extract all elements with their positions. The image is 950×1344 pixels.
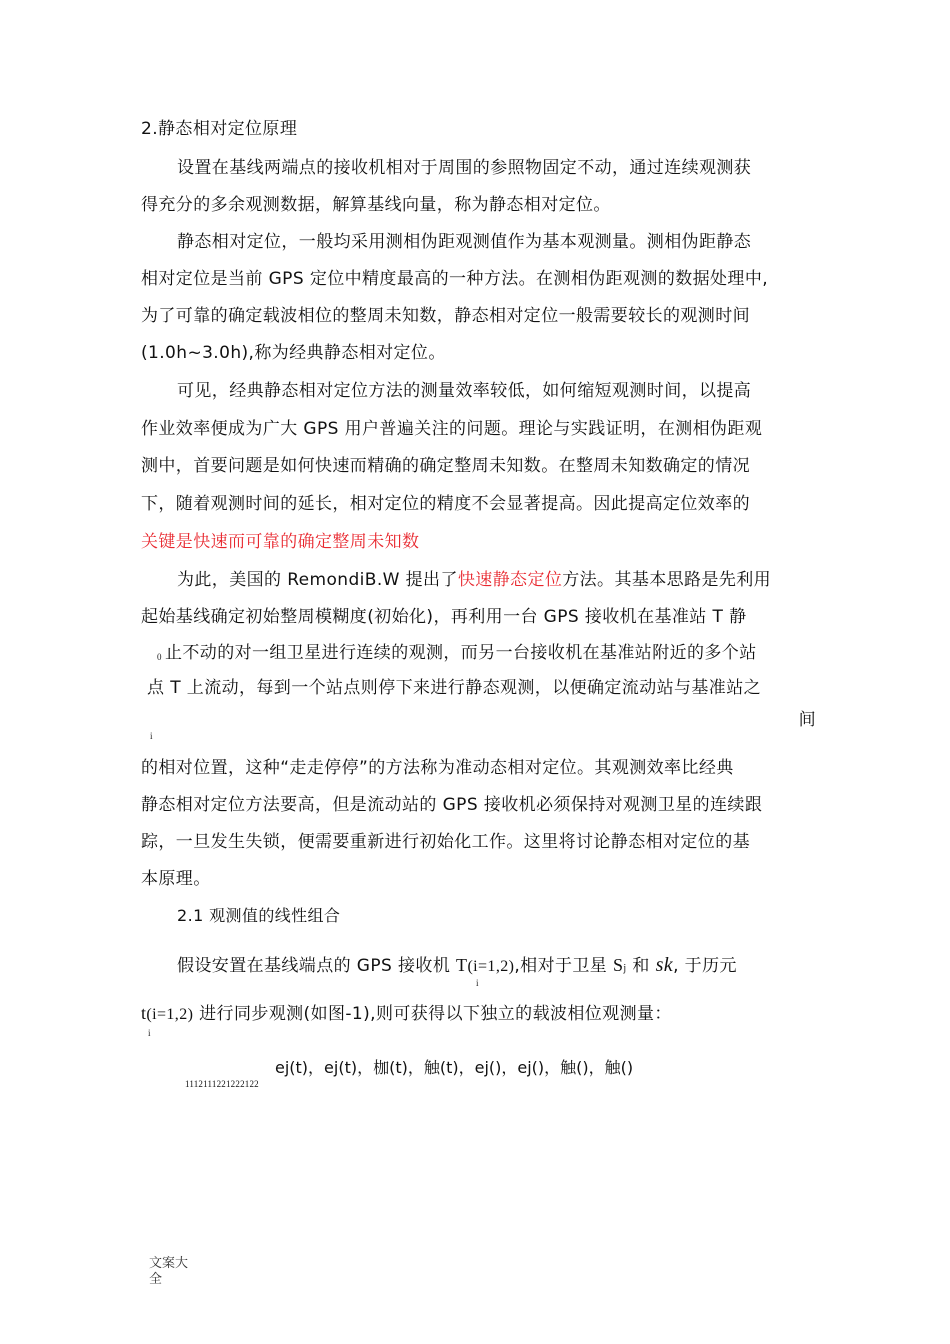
formula: ej(t)，ej(t)，枷(t)，触(t)，ej()，ej()，触()，触() bbox=[275, 1058, 634, 1077]
paragraph-line: 间 bbox=[798, 710, 816, 730]
subscript: i bbox=[150, 731, 153, 741]
paragraph-line: 本原理。 bbox=[141, 869, 211, 889]
math-symbol: t bbox=[141, 1003, 147, 1023]
paragraph-line: 作业效率便成为广大 GPS 用户普遍关注的问题。理论与实践证明，在测相伪距观 bbox=[141, 419, 763, 439]
paragraph-line bbox=[141, 1002, 821, 1026]
paragraph-line: 静态相对定位方法要高，但是流动站的 GPS 接收机必须保持对观测卫星的连续跟 bbox=[141, 795, 763, 815]
paragraph-line: 为了可靠的确定载波相位的整周未知数，静态相对定位一般需要较长的观测时间 bbox=[141, 306, 750, 326]
text-segment: 为此，美国的 RemondiB.W 提出了 bbox=[177, 570, 458, 590]
text-segment: ,相对于卫星 bbox=[514, 956, 613, 976]
paragraph-line bbox=[177, 954, 857, 980]
math-symbol: S bbox=[612, 955, 624, 975]
subscript: 0 bbox=[157, 652, 162, 662]
text-segment: , 于历元 bbox=[673, 956, 737, 976]
formula-subscripts: 1112111221222122 bbox=[185, 1079, 259, 1089]
text-segment: 方法。其基本思路是先利用 bbox=[562, 570, 772, 590]
subscript: i bbox=[476, 978, 479, 988]
math-symbol: T bbox=[456, 955, 468, 975]
footer-text: 文案大全 bbox=[149, 1255, 189, 1286]
math-symbol: j bbox=[623, 963, 627, 974]
subsection-heading: 2.1 观测值的线性组合 bbox=[177, 906, 341, 925]
paragraph-line: 测中，首要问题是如何快速而精确的确定整周未知数。在整周未知数确定的情况 bbox=[141, 456, 750, 476]
paragraph-line: 相对定位是当前 GPS 定位中精度最高的一种方法。在测相伪距观测的数据处理中, bbox=[141, 269, 769, 289]
paragraph-line: 设置在基线两端点的接收机相对于周围的参照物固定不动，通过连续观测获 bbox=[177, 158, 752, 178]
paragraph-line: 可见，经典静态相对定位方法的测量效率较低，如何缩短观测时间，以提高 bbox=[177, 381, 752, 401]
paragraph-line bbox=[177, 569, 857, 591]
paragraph-line: 踪，一旦发生失锁，便需要重新进行初始化工作。这里将讨论静态相对定位的基 bbox=[141, 832, 750, 852]
highlighted-text: 关键是快速而可靠的确定整周未知数 bbox=[141, 532, 420, 552]
paragraph-line: 止不动的对一组卫星进行连续的观测，而另一台接收机在基准站附近的多个站 bbox=[165, 643, 757, 663]
math-symbol: (i=1,2) bbox=[146, 1006, 194, 1023]
paragraph-line: 静态相对定位，一般均采用测相伪距观测值作为基本观测量。测相伪距静态 bbox=[177, 232, 752, 252]
paragraph-line: (1.0h~3.0h),称为经典静态相对定位。 bbox=[141, 343, 446, 363]
paragraph-line: 起始基线确定初始整周模糊度(初始化)，再利用一台 GPS 接收机在基准站 T 静 bbox=[141, 607, 747, 627]
math-symbol: sk bbox=[655, 954, 674, 976]
math-symbol: (i=1,2) bbox=[467, 958, 515, 975]
paragraph-line: 点 T 上流动，每到一个站点则停下来进行静态观测，以便确定流动站与基准站之 bbox=[147, 678, 761, 698]
paragraph-line: 的相对位置，这种“走走停停”的方法称为准动态相对定位。其观测效率比经典 bbox=[141, 758, 734, 778]
text-segment: 进行同步观测(如图-1),则可获得以下独立的载波相位观测量： bbox=[193, 1004, 672, 1024]
text-segment: 假设安置在基线端点的 GPS 接收机 bbox=[177, 956, 457, 976]
paragraph-line: 得充分的多余观测数据，解算基线向量，称为静态相对定位。 bbox=[141, 195, 611, 215]
section-heading: 2.静态相对定位原理 bbox=[141, 119, 298, 139]
highlighted-text: 快速静态定位 bbox=[457, 570, 563, 590]
paragraph-line: 下，随着观测时间的延长，相对定位的精度不会显著提高。因此提高定位效率的 bbox=[141, 494, 750, 514]
text-segment: 和 bbox=[626, 956, 656, 976]
subscript: i bbox=[148, 1028, 151, 1038]
